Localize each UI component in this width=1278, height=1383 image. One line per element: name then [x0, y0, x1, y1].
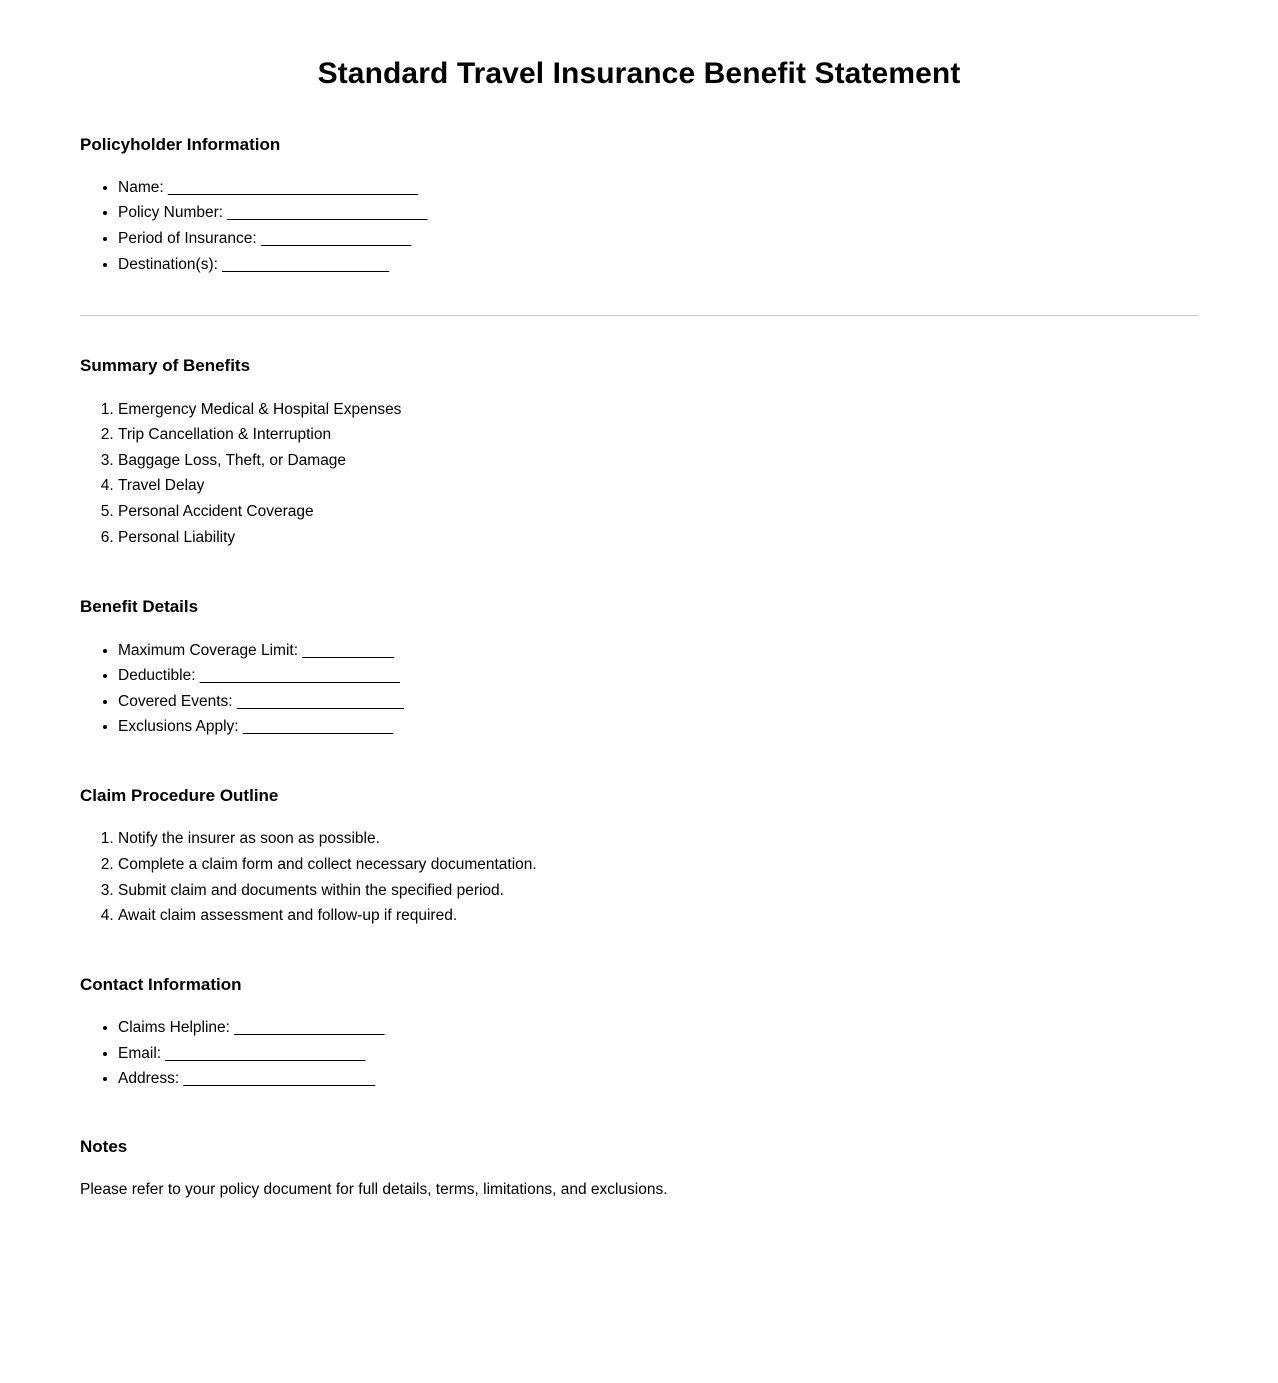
field-label: Covered Events: [118, 692, 233, 710]
list-item: 2. Complete a claim form and collect necessary documentation. [118, 852, 1198, 878]
list-item: 1. Notify the insurer as soon as possible. [118, 826, 1198, 852]
field-blank[interactable]: __________________ [242, 718, 393, 736]
list-item [118, 1066, 1198, 1092]
field-blank[interactable]: __________________ [261, 230, 411, 248]
list-item [118, 175, 1198, 201]
field-blank[interactable]: __________________ [234, 1019, 385, 1037]
field-label: Period of Insurance: [118, 230, 257, 248]
list-item: 3. Submit claim and documents within the specified period. [118, 878, 1198, 904]
list-item: 3. Baggage Loss, Theft, or Damage [118, 448, 1198, 474]
section-benefit-details [80, 550, 1198, 740]
field-label: Exclusions Apply: [118, 718, 239, 736]
field-label: Claims Helpline: [118, 1019, 230, 1037]
section-summary-of-benefits [80, 316, 1198, 550]
section-claim-procedure-outline [80, 740, 1198, 929]
contact-field-list [80, 1015, 1198, 1092]
field-blank[interactable]: _______________________ [183, 1070, 375, 1088]
field-blank[interactable]: ______________________________ [167, 178, 418, 196]
list-item: 5. Personal Accident Coverage [118, 499, 1198, 525]
section-heading-benefit-details: Benefit Details [80, 597, 199, 617]
list-item: 1. Emergency Medical & Hospital Expenses [118, 397, 1198, 423]
field-label: Maximum Coverage Limit: [118, 641, 299, 659]
field-label: Policy Number: [118, 204, 224, 222]
field-blank[interactable]: ___________ [302, 641, 394, 659]
list-item [118, 714, 1198, 740]
list-item [118, 252, 1198, 278]
section-heading-policyholder-information: Policyholder Information [80, 134, 281, 154]
section-heading-claim-procedure-outline: Claim Procedure Outline [80, 785, 279, 805]
field-label: Address: [118, 1070, 180, 1088]
section-heading-summary-of-benefits: Summary of Benefits [80, 356, 251, 376]
section-heading-notes: Notes [80, 1136, 128, 1156]
list-item [118, 226, 1198, 252]
benefit-details-field-list [80, 638, 1198, 740]
list-item: 2. Trip Cancellation & Interruption [118, 422, 1198, 448]
list-item: 4. Travel Delay [118, 473, 1198, 499]
list-item [118, 1041, 1198, 1067]
claim-procedure-list [80, 826, 1198, 928]
field-label: Email: [118, 1044, 162, 1062]
field-blank[interactable]: ________________________ [199, 667, 400, 685]
list-item [118, 689, 1198, 715]
field-label: Deductible: [118, 667, 196, 685]
list-item [118, 638, 1198, 664]
field-blank[interactable]: ____________________ [236, 692, 404, 710]
policyholder-field-list [80, 175, 1198, 277]
field-blank[interactable]: ________________________ [227, 204, 428, 222]
list-item [118, 200, 1198, 226]
field-label: Name: [118, 178, 164, 196]
page-title: Standard Travel Insurance Benefit Statement [317, 57, 961, 90]
section-contact-information [80, 929, 1198, 1092]
section-policyholder-information [80, 92, 1198, 278]
list-item: 4. Await claim assessment and follow-up if required. [118, 903, 1198, 929]
list-item [118, 1015, 1198, 1041]
field-blank[interactable]: ____________________ [222, 255, 389, 273]
list-item: 6. Personal Liability [118, 525, 1198, 551]
section-heading-contact-information: Contact Information [80, 974, 242, 994]
field-blank[interactable]: ________________________ [165, 1044, 366, 1062]
notes-text: Please refer to your policy document for full details, terms, limitations, and exclusions. [80, 1181, 668, 1199]
list-item [118, 663, 1198, 689]
field-label: Destination(s): [118, 255, 218, 273]
section-notes [80, 1092, 1198, 1203]
summary-benefits-list [80, 397, 1198, 551]
page-bottom-spacer [80, 1203, 1198, 1383]
